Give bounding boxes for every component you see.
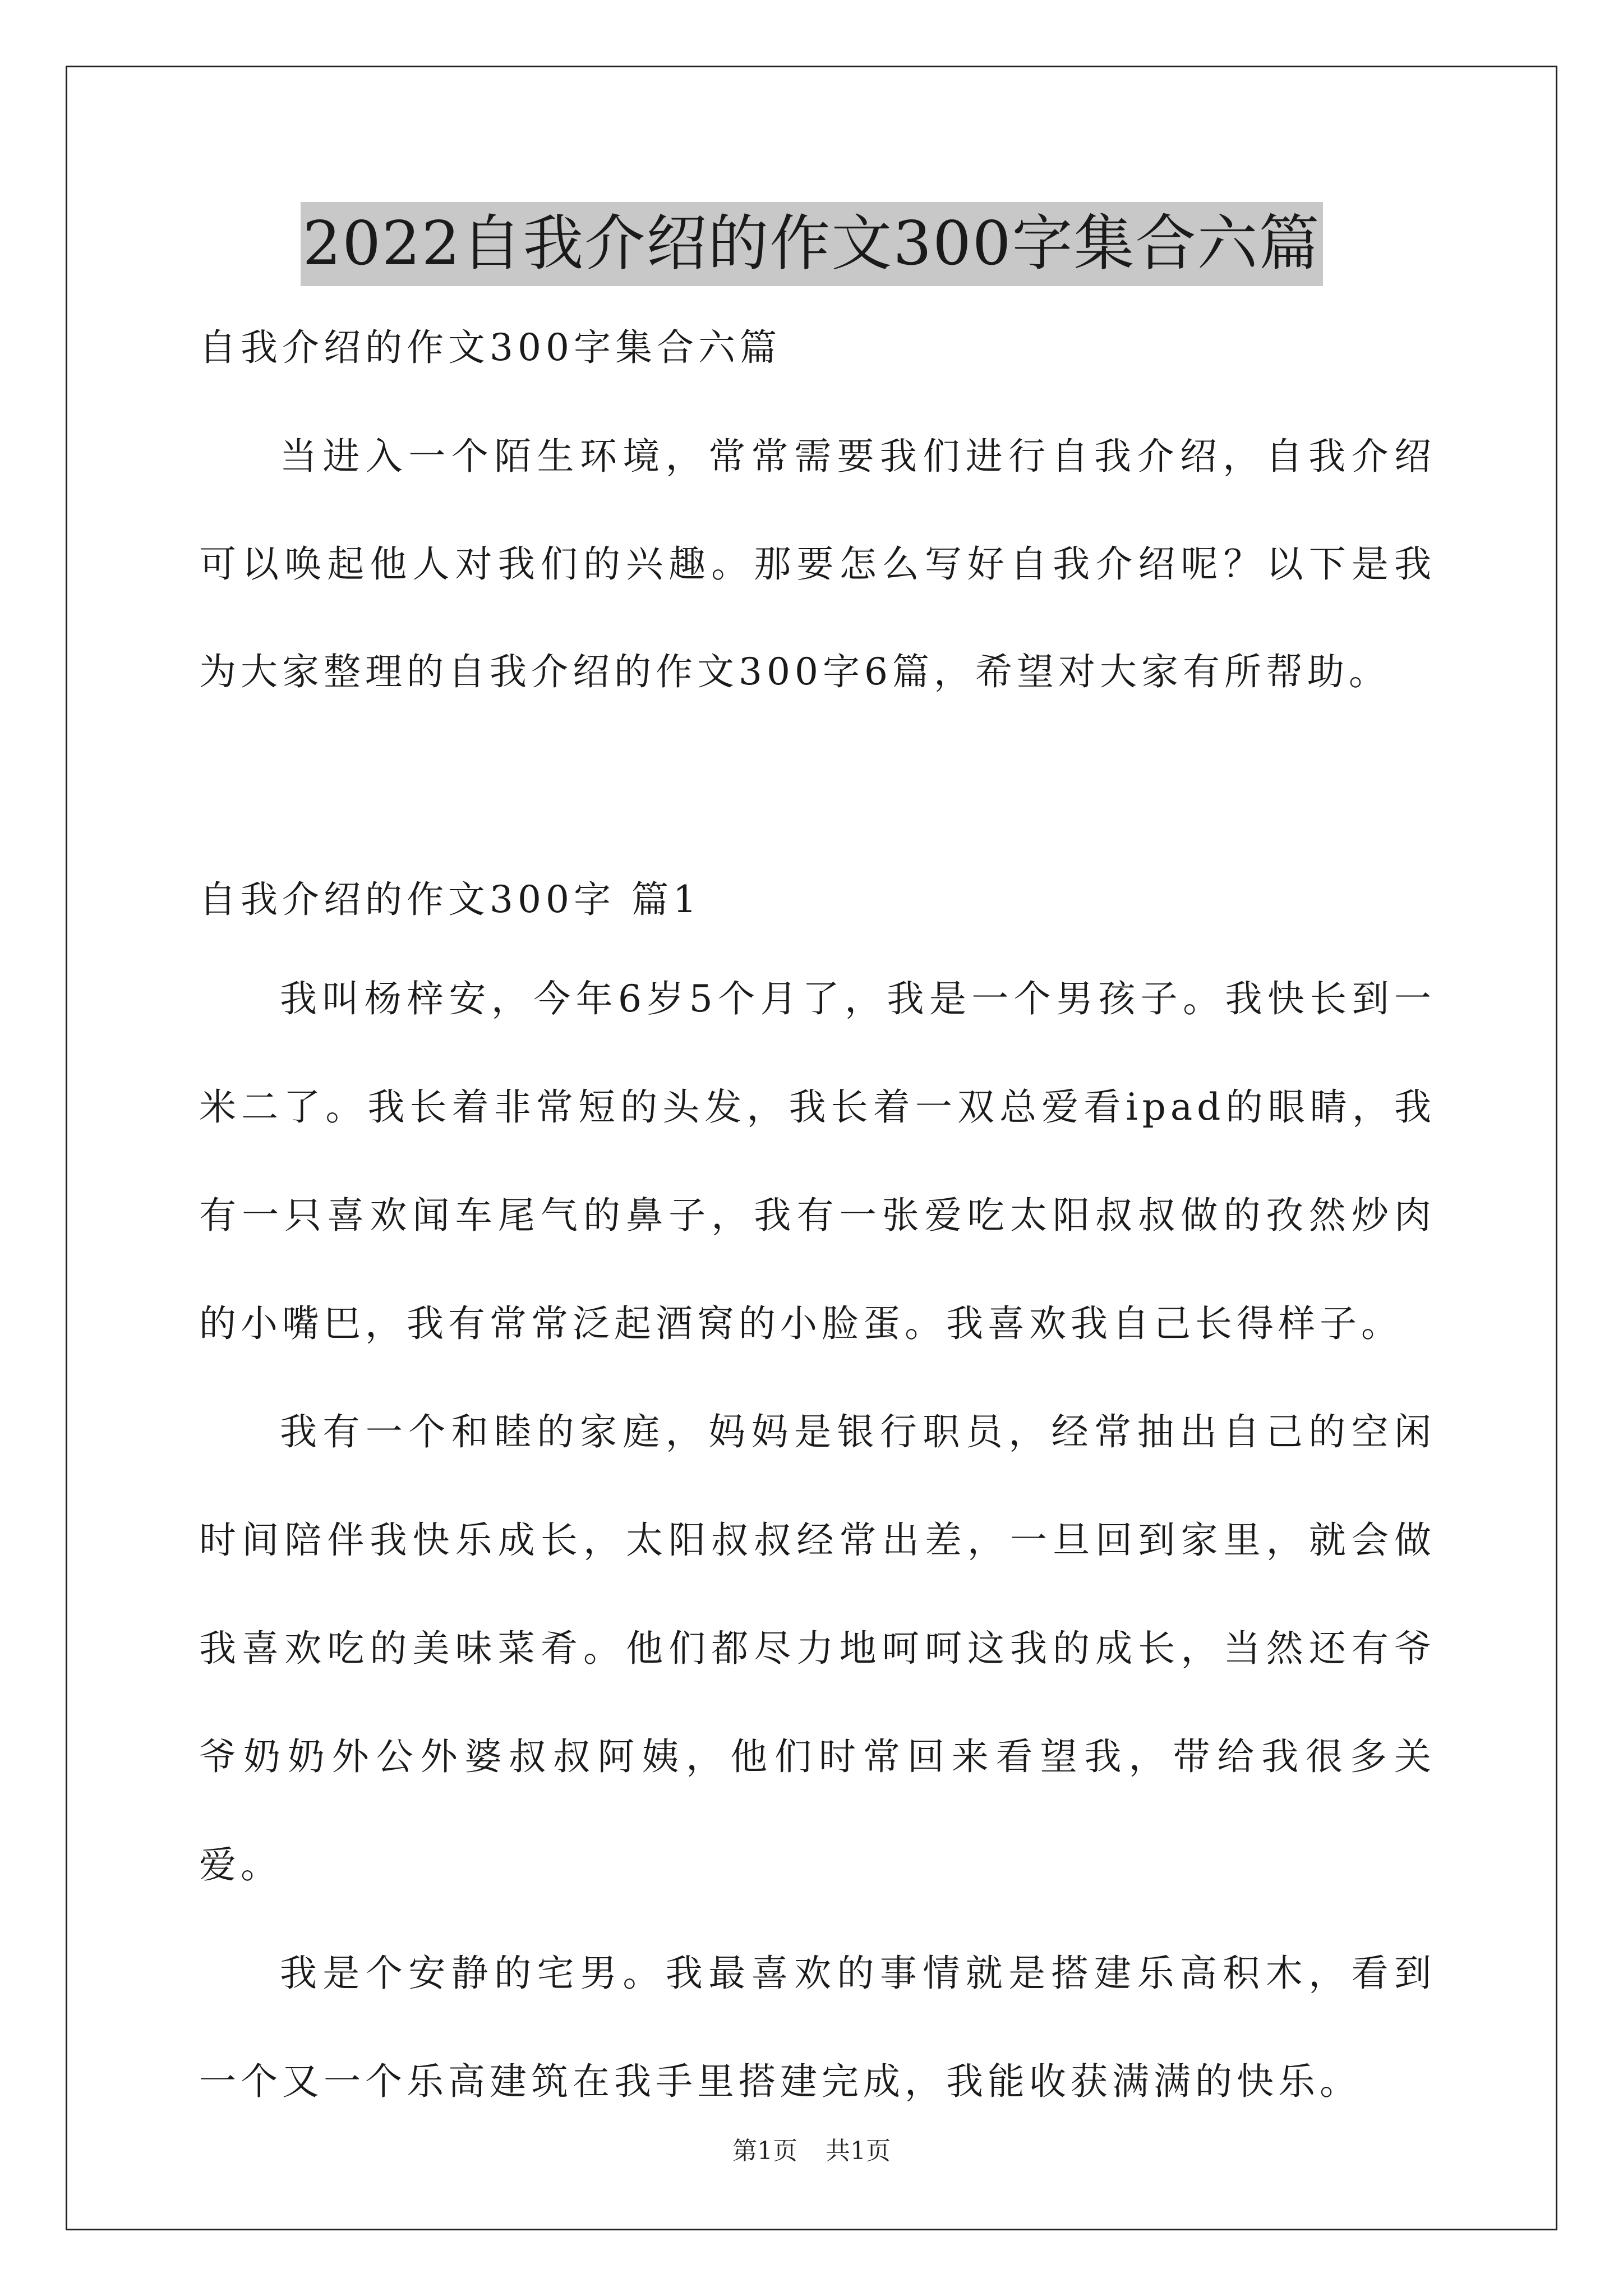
page-number: 第1页 [732,2137,797,2165]
body-paragraph: 我有一个和睦的家庭，妈妈是银行职员，经常抽出自己的空闲时间陪伴我快乐成长，太阳叔叔经常出差，一旦回到家里，就会做我喜欢吃的美味菜肴。他们都尽力地呵呵这我的成长，当然还有爷爷奶奶外公外婆叔叔阿姨，他们时常回来看望我，带给我很多关爱。 [199,1410,1436,1887]
document-title: 2022自我介绍的作文300字集合六篇 [301,202,1323,286]
title-wrap [0,202,1623,286]
body-paragraph: 我是个安静的宅男。我最喜欢的事情就是搭建乐高积木，看到一个又一个乐高建筑在我手里搭建完成，我能收获满满的快乐。 [199,1952,1436,2103]
document-body [199,309,1436,2136]
document-subtitle: 自我介绍的作文300字集合六篇 [199,326,781,369]
page-footer [0,2134,1623,2168]
page-total: 共1页 [826,2137,891,2165]
section-heading: 自我介绍的作文300字 篇1 [199,878,701,921]
body-paragraph: 我叫杨梓安，今年6岁5个月了，我是一个男孩子。我快长到一米二了。我长着非常短的头发，我长着一双总爱看ipad的眼睛，我有一只喜欢闻车尾气的鼻子，我有一张爱吃太阳叔叔做的孜然炒肉的小嘴巴，我有常常泛起酒窝的小脸蛋。我喜欢我自己长得样子。 [199,977,1436,1345]
intro-paragraph: 当进入一个陌生环境，常常需要我们进行自我介绍，自我介绍可以唤起他人对我们的兴趣。那要怎么写好自我介绍呢？以下是我为大家整理的自我介绍的作文300字6篇，希望对大家有所帮助。 [199,435,1436,693]
